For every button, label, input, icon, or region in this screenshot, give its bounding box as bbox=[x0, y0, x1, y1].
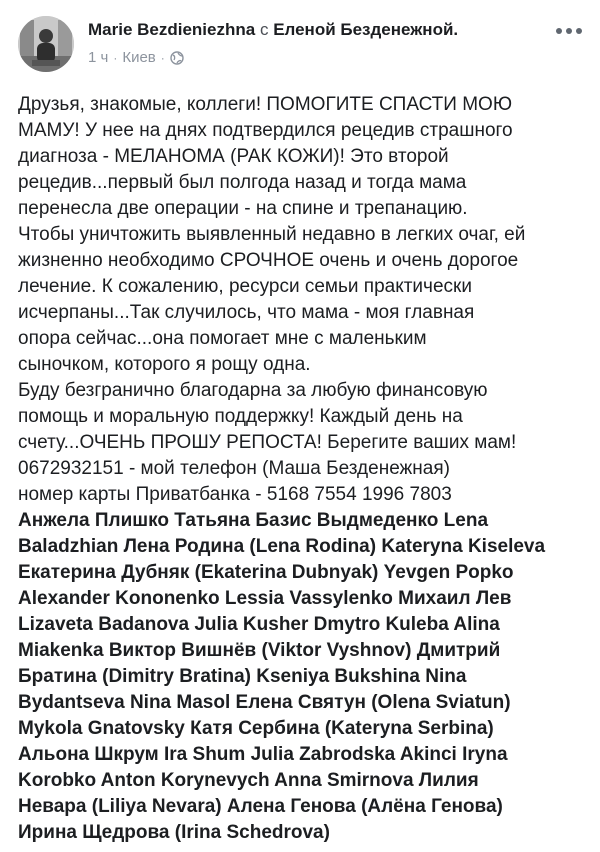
tagged-people-line[interactable]: Mykola Gnatovsky Катя Сербина (Kateryna Serbina) bbox=[18, 718, 494, 739]
avatar-photo-icon bbox=[18, 16, 74, 72]
post-text-line: жизненно необходимо СРОЧНОЕ очень и очень дорогое bbox=[18, 250, 519, 271]
post-text-line: Буду безгранично благодарна за любую финансовую bbox=[18, 380, 488, 401]
post-location[interactable]: Киев bbox=[122, 49, 156, 66]
with-word: с bbox=[259, 20, 269, 39]
globe-icon[interactable] bbox=[170, 51, 184, 65]
tagged-people-line[interactable]: Братина (Dimitry Bratina) Kseniya Bukshina Nina bbox=[18, 666, 467, 687]
post-text-line: помощь и моральную поддержку! Каждый день на bbox=[18, 406, 463, 427]
post-text-line: счету...ОЧЕНЬ ПРОШУ РЕПОСТА! Берегите ваших мам! bbox=[18, 432, 517, 453]
post-time[interactable]: 1 ч bbox=[88, 49, 109, 66]
author-name[interactable]: Marie Bezdieniezhna bbox=[88, 20, 256, 39]
tagged-people-line[interactable]: Korobko Anton Korynevych Anna Smirnova Лилия bbox=[18, 770, 479, 791]
tagged-people-line[interactable]: Ирина Щедрова (Irina Schedrova) bbox=[18, 822, 330, 843]
avatar[interactable] bbox=[18, 16, 74, 72]
tagged-people-line[interactable]: Baladzhian Лена Родина (Lena Rodina) Kateryna Kiseleva bbox=[18, 536, 546, 557]
tagged-people-line[interactable]: Bydantseva Nina Masol Елена Святун (Olena Sviatun) bbox=[18, 692, 511, 713]
more-dots-icon[interactable] bbox=[556, 26, 582, 36]
author-line bbox=[88, 18, 458, 42]
dot-icon bbox=[576, 28, 582, 34]
tagged-people-line[interactable]: Анжела Плишко Татьяна Базис Выдмеденко Lena bbox=[18, 510, 489, 531]
post-body bbox=[18, 92, 588, 846]
post-text-line: перенесла две операции - на спине и трепанацию. bbox=[18, 198, 468, 219]
tagged-people-line[interactable]: Alexander Kononenko Lessia Vassylenko Михаил Лев bbox=[18, 588, 512, 609]
dot-icon bbox=[556, 28, 562, 34]
post-text bbox=[18, 92, 588, 508]
tagged-people-line[interactable]: Екатерина Дубняк (Ekaterina Dubnyak) Yevgen Popko bbox=[18, 562, 514, 583]
dot-icon bbox=[566, 28, 572, 34]
post-text-line: МАМУ! У нее на днях подтвердился рецедив страшного bbox=[18, 120, 513, 141]
post-text-line: Чтобы уничтожить выявленный недавно в легких очаг, ей bbox=[18, 224, 526, 245]
post-phone-line: 0672932151 - мой телефон (Маша Безденежная) bbox=[18, 458, 450, 479]
post-text-line: опора сейчас...она помогает мне с маленьким bbox=[18, 328, 427, 349]
post-text-line: лечение. К сожалению, ресурси семьи практически bbox=[18, 276, 472, 297]
post-header bbox=[18, 16, 582, 72]
post-text-line: рецедив...первый был полгода назад и тогда мама bbox=[18, 172, 467, 193]
meta-separator: · bbox=[160, 51, 165, 65]
post-text-line: диагноза - МЕЛАНОМА (РАК КОЖИ)! Это второй bbox=[18, 146, 449, 167]
post-text-line: Друзья, знакомые, коллеги! ПОМОГИТЕ СПАСТИ МОЮ bbox=[18, 94, 513, 115]
tagged-people-line[interactable]: Невара (Liliya Nevara) Алена Генова (Алёна Генова) bbox=[18, 796, 503, 817]
tagged-people-line[interactable]: Lizaveta Badanova Julia Kusher Dmytro Kuleba Alina bbox=[18, 614, 500, 635]
post-meta bbox=[88, 48, 184, 68]
post-card-line: номер карты Приватбанка - 5168 7554 1996 7803 bbox=[18, 484, 452, 505]
tagged-people-line[interactable]: Miakenka Виктор Вишнёв (Viktor Vyshnov) Дмитрий bbox=[18, 640, 501, 661]
tagged-people bbox=[18, 508, 588, 846]
post-text-line: исчерпаны...Так случилось, что мама - моя главная bbox=[18, 302, 475, 323]
tagged-name[interactable]: Еленой Безденежной. bbox=[273, 20, 459, 39]
post-text-line: сыночком, которого я рощу одна. bbox=[18, 354, 311, 375]
meta-separator: · bbox=[113, 51, 118, 65]
tagged-people-line[interactable]: Альона Шкрум Ira Shum Julia Zabrodska Akinci Iryna bbox=[18, 744, 508, 765]
